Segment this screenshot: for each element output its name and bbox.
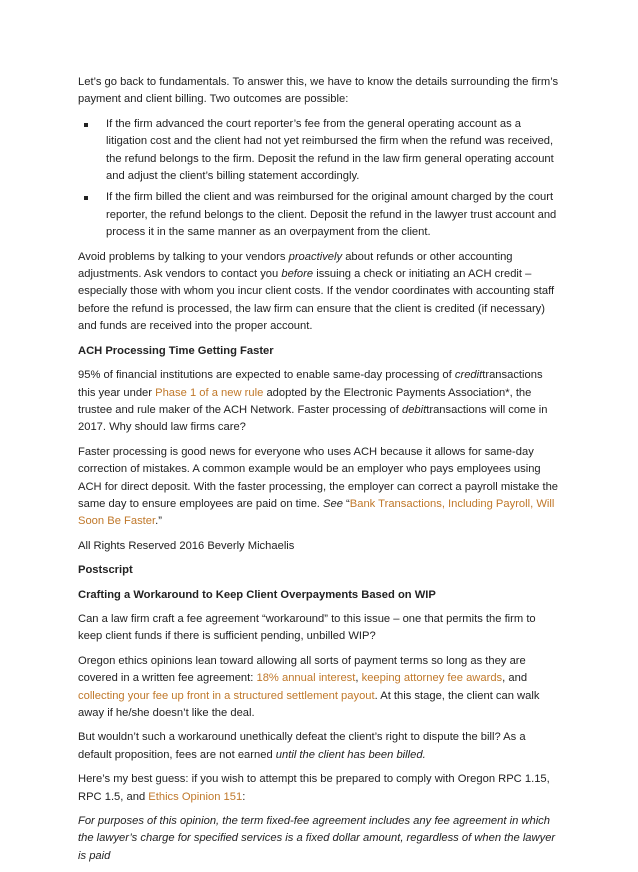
intro-paragraph: Let’s go back to fundamentals. To answer this, we have to know the details surrounding the firm’s payment and client billing. Two outcomes are possible: — [78, 76, 559, 106]
text-run: Faster processing is good news for everyone who uses ACH because it allows for same-day correction of mistakes. A common example would be an employer who pays employees using ACH for direct deposit. With the faster processing, the employer can correct a payroll mistake the same day to ensure employees are paid on time. — [78, 445, 559, 510]
workaround-question: Can a law firm craft a fee agreement “workaround” to this issue – one that permits the firm to keep client funds if there is sufficient pending, unbilled WIP? — [78, 612, 536, 643]
text-run: transactions will come in 2017. Why should law firms care? — [78, 403, 548, 434]
text-run: adopted by the Electronic Payments Association*, the trustee and rule maker of the ACH Network. Faster processing of — [78, 386, 532, 416]
emphasis: For purposes of this opinion, the term fixed-fee agreement includes any fee agreement in which the lawyer’s charge for specified services is a fixed dollar amount, regardless of when the lawyer is paid — [78, 815, 556, 862]
text-run: 95% of financial institutions are expected to enable same-day processing of — [78, 369, 455, 382]
emphasis: proactively — [288, 250, 343, 263]
ethics-opinion-151-link[interactable]: Ethics Opinion 151 — [148, 790, 243, 803]
text-run: Avoid problems by talking to your vendors — [78, 250, 289, 263]
list-item-text: If the firm advanced the court reporter’s fee from the general operating account as a litigation cost and the client had not yet reimbursed the firm when the refund was received, the refund belongs to the firm. Deposit the refund in the law firm general operating account and adjust the client’s billing statement accordingly. — [106, 117, 554, 183]
postscript-heading: Postscript — [78, 564, 133, 577]
emphasis: debit — [401, 403, 427, 416]
text-run: “ — [342, 497, 350, 510]
text-run: .” — [155, 515, 162, 528]
outcomes-list — [78, 116, 562, 242]
text-run: issuing a check or initiating an ACH credit – especially those with whom you incur client costs. If the vendor coordinates with accounting staff before the refund is processed, the law firm can ensure that the client is credited (if necessary) and funds are received into the proper account. — [78, 268, 555, 333]
copyright-line: All Rights Reserved 2016 Beverly Michaelis — [78, 539, 295, 552]
list-item — [78, 116, 562, 186]
bank-transactions-link[interactable]: Bank Transactions, Including Payroll, Will Soon Be Faster — [78, 497, 555, 528]
text-run: But wouldn’t such a workaround unethically defeat the client’s right to dispute the bill? As a default proposition, fees are not earned — [78, 731, 526, 761]
emphasis: until the client has been billed. — [275, 748, 426, 761]
structured-settlement-link[interactable]: collecting your fee up front in a structured settlement payout — [78, 689, 375, 702]
ach-heading: ACH Processing Time Getting Faster — [78, 344, 274, 357]
bullet-square-icon — [84, 123, 88, 127]
text-run: : — [242, 790, 246, 803]
oregon-paragraph — [78, 653, 562, 723]
best-guess-paragraph — [78, 771, 562, 806]
purposes-quote — [78, 813, 562, 865]
text-run: about refunds or other accounting adjustments. Ask vendors to contact you — [78, 250, 513, 281]
list-item — [78, 189, 562, 241]
document-body — [78, 74, 562, 872]
default-proposition-paragraph — [78, 729, 562, 764]
attorney-fee-awards-link[interactable]: keeping attorney fee awards — [361, 672, 503, 685]
avoid-problems-paragraph — [78, 249, 562, 336]
crafting-heading: Crafting a Workaround to Keep Client Overpayments Based on WIP — [78, 588, 436, 601]
text-run: , — [355, 672, 362, 685]
ach-paragraph-1 — [78, 367, 562, 437]
text-run: transactions this year under — [78, 369, 543, 399]
emphasis: credit — [454, 369, 483, 382]
bullet-square-icon — [84, 196, 88, 200]
emphasis: before — [281, 268, 314, 281]
text-run: Here’s my best guess: if you wish to attempt this be prepared to comply with Oregon RPC 1.15, RPC 1.5, and — [78, 773, 550, 803]
annual-interest-link[interactable]: 18% annual interest — [256, 672, 356, 685]
phase-1-rule-link[interactable]: Phase 1 of a new rule — [155, 386, 264, 399]
list-item-text: If the firm billed the client and was reimbursed for the original amount charged by the court reporter, the refund belongs to the client. Deposit the refund in the lawyer trust account and process it in the same manner as an overpayment from the client. — [106, 191, 557, 239]
text-run: Oregon ethics opinions lean toward allowing all sorts of payment terms so long as they are covered in a written fee agreement: — [78, 654, 526, 685]
emphasis: See — [323, 497, 343, 510]
text-run: . At this stage, the client can walk away if he/she doesn’t like the deal. — [78, 689, 540, 719]
text-run: , and — [502, 672, 528, 685]
ach-paragraph-2 — [78, 444, 562, 531]
